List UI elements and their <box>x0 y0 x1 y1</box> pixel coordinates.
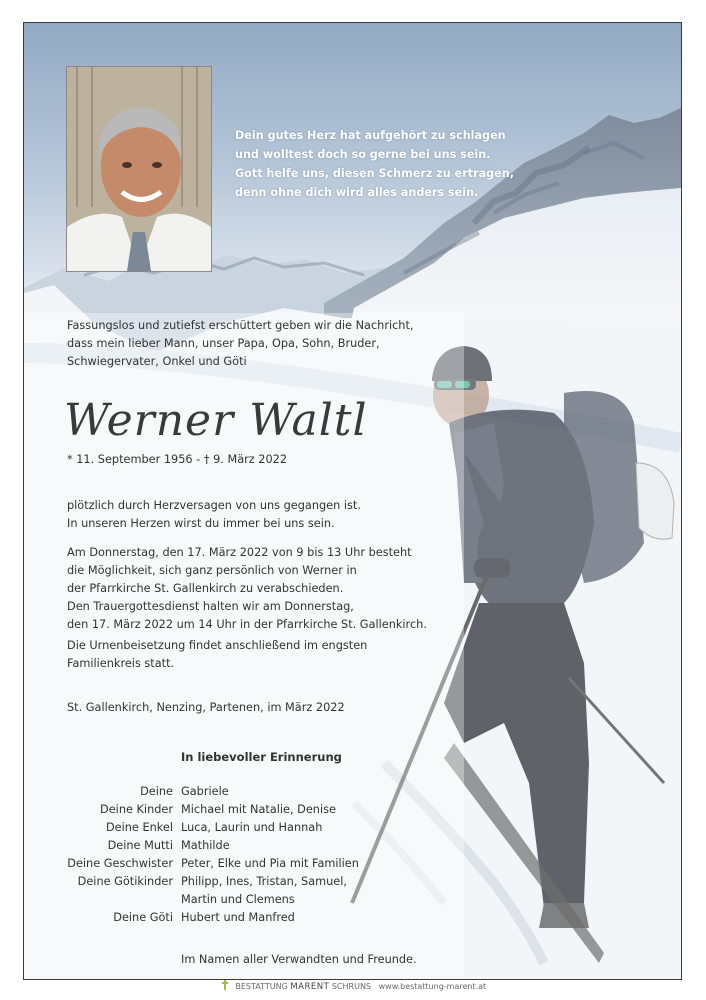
family-role: Deine Mutti <box>107 839 173 852</box>
verse-line: und wolltest doch so gerne bei uns sein. <box>235 148 491 161</box>
family-names: Luca, Laurin und Hannah <box>181 821 323 834</box>
family-row <box>24 875 681 893</box>
life-dates <box>67 451 287 469</box>
footer-website-link[interactable]: www.bestattung-marent.at <box>378 982 487 991</box>
family-row <box>24 839 681 857</box>
service-line: der Pfarrkirche St. Gallenkirch zu verabschieden. <box>67 582 344 595</box>
family-row <box>24 857 681 875</box>
family-row <box>24 821 681 839</box>
footer-brand: MARENT <box>290 982 330 992</box>
family-names: Martin und Clemens <box>181 893 295 906</box>
family-role: Deine Götikinder <box>77 875 173 888</box>
family-names: Philipp, Ines, Tristan, Samuel, <box>181 875 347 888</box>
family-names: Peter, Elke und Pia mit Familien <box>181 857 359 870</box>
family-row <box>24 893 681 911</box>
place-date-text: St. Gallenkirch, Nenzing, Partenen, im März 2022 <box>67 701 345 714</box>
verse-line: Gott helfe uns, diesen Schmerz zu ertragen, <box>235 167 514 180</box>
place-date <box>67 699 345 717</box>
urn-line: Die Urnenbeisetzung findet anschließend im engsten <box>67 639 368 652</box>
footer <box>0 980 706 1000</box>
service-line: den 17. März 2022 um 14 Uhr in der Pfarrkirche St. Gallenkirch. <box>67 618 427 631</box>
announcement-block <box>67 317 414 371</box>
family-row <box>24 785 681 803</box>
deceased-name: Werner Waltl <box>64 395 368 446</box>
family-names: Gabriele <box>181 785 229 798</box>
verse-line: denn ohne dich wird alles anders sein. <box>235 186 479 199</box>
verse-line: Dein gutes Herz hat aufgehört zu schlagen <box>235 129 506 142</box>
footer-town: SCHRUNS <box>331 982 371 991</box>
service-block <box>67 544 427 634</box>
obituary-card <box>23 22 682 980</box>
urn-line: Familienkreis statt. <box>67 657 175 670</box>
family-role: Deine Göti <box>113 911 173 924</box>
verse-block <box>235 126 535 202</box>
family-names: Mathilde <box>181 839 230 852</box>
urn-block <box>67 637 367 673</box>
service-line: die Möglichkeit, sich ganz persönlich von Werner in <box>67 564 357 577</box>
family-role: Deine Kinder <box>100 803 173 816</box>
service-line: Am Donnerstag, den 17. März 2022 von 9 bis 13 Uhr besteht <box>67 546 412 559</box>
announcement-line: Fassungslos und zutiefst erschüttert geben wir die Nachricht, <box>67 319 414 332</box>
closing-line: Im Namen aller Verwandten und Freunde. <box>181 953 417 966</box>
family-row <box>24 803 681 821</box>
service-line: Den Trauergottesdienst halten wir am Donnerstag, <box>67 600 354 613</box>
footer-prefix: BESTATTUNG <box>235 982 288 991</box>
passing-line: In unseren Herzen wirst du immer bei uns sein. <box>67 517 335 530</box>
funeral-home-logo-icon <box>220 980 230 990</box>
family-row <box>24 911 681 929</box>
memory-title: In liebevoller Erinnerung <box>181 750 342 764</box>
announcement-line: Schwiegervater, Onkel und Göti <box>67 355 247 368</box>
passing-line: plötzlich durch Herzversagen von uns gegangen ist. <box>67 499 361 512</box>
passing-block <box>67 497 361 533</box>
life-dates-text: * 11. September 1956 - † 9. März 2022 <box>67 453 288 466</box>
family-role: Deine <box>140 785 173 798</box>
family-names: Michael mit Natalie, Denise <box>181 803 336 816</box>
family-names: Hubert und Manfred <box>181 911 295 924</box>
family-role: Deine Enkel <box>105 821 173 834</box>
portrait-photo <box>66 66 212 272</box>
family-role: Deine Geschwister <box>67 857 173 870</box>
portrait-man-image <box>67 67 211 271</box>
announcement-line: dass mein lieber Mann, unser Papa, Opa, Sohn, Bruder, <box>67 337 380 350</box>
